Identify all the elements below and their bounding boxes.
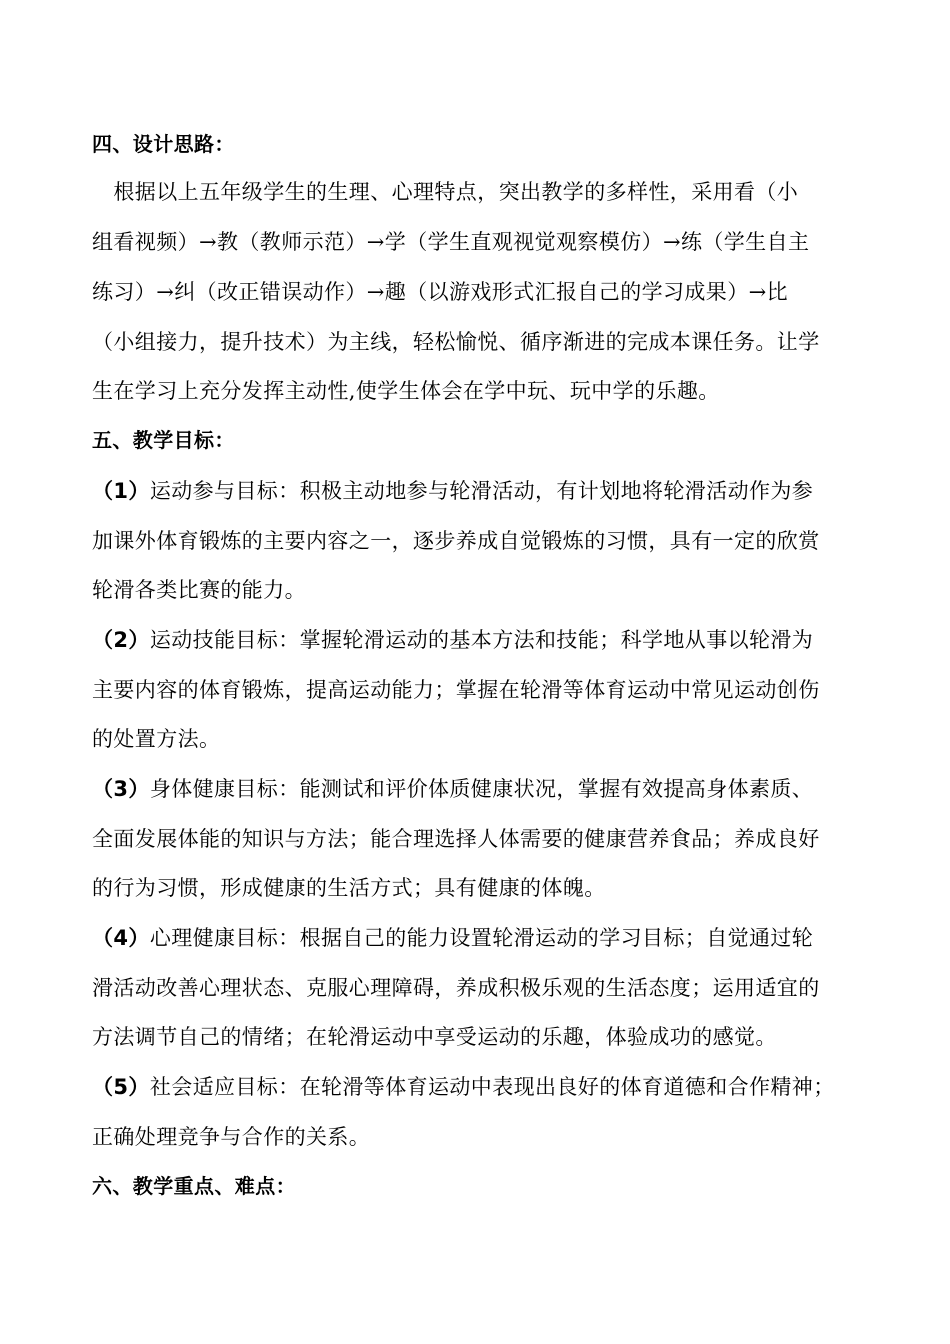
goal-text: 社会适应目标：在轮滑等体育运动中表现出良好的体育道德和合作精神； [149,1075,835,1099]
goal-line: 全面发展体能的知识与方法；能合理选择人体需要的健康营养食品；养成良好 [92,827,820,851]
paragraph-line: 练习）→纠（改正错误动作）→趣（以游戏形式汇报自己的学习成果）→比 [92,280,788,304]
goal-item-5 [92,1073,892,1101]
goal-number: （4） [92,926,150,950]
goal-line: 轮滑各类比赛的能力。 [92,578,306,602]
section-heading-design: 四、设计思路： [92,132,235,156]
paragraph-line: （小组接力，提升技术）为主线，轻松愉悦、循序渐进的完成本课任务。让学 [92,330,820,354]
paragraph-line: 组看视频）→教（教师示范）→学（学生直观视觉观察模仿）→练（学生自主 [92,230,810,254]
goal-number: （3） [92,777,150,801]
paragraph-line: 根据以上五年级学生的生理、心理特点，突出教学的多样性，采用看（小 [92,180,799,204]
goal-line: 方法调节自己的情绪；在轮滑运动中享受运动的乐趣，体验成功的感觉。 [92,1025,777,1049]
section-heading-goals: 五、教学目标： [92,428,235,452]
goal-text: 身体健康目标：能测试和评价体质健康状况，掌握有效提高身体素质、 [149,777,814,801]
goal-item-3 [92,775,892,803]
goal-line: 主要内容的体育锻炼，提高运动能力；掌握在轮滑等体育运动中常见运动创伤 [92,678,820,702]
goal-line: 滑活动改善心理状态、克服心理障碍，养成积极乐观的生活态度；运用适宜的 [92,976,820,1000]
goal-item-1 [92,477,892,505]
goal-number: （2） [92,628,150,652]
goal-text: 运动技能目标：掌握轮滑运动的基本方法和技能；科学地从事以轮滑为 [149,628,814,652]
goal-line: 的行为习惯，形成健康的生活方式；具有健康的体魄。 [92,876,606,900]
section-heading-key-points: 六、教学重点、难点： [92,1174,296,1198]
goal-text: 心理健康目标：根据自己的能力设置轮滑运动的学习目标；自觉通过轮 [149,926,814,950]
paragraph-line: 生在学习上充分发挥主动性,使学生体会在学中玩、玩中学的乐趣。 [92,379,720,403]
goal-text: 运动参与目标：积极主动地参与轮滑活动，有计划地将轮滑活动作为参 [149,479,814,503]
goal-number: （5） [92,1075,150,1099]
goal-line: 的处置方法。 [92,727,221,751]
goal-number: （1） [92,479,150,503]
goal-line: 加课外体育锻炼的主要内容之一，逐步养成自觉锻炼的习惯，具有一定的欣赏 [92,529,820,553]
goal-item-4 [92,924,892,952]
goal-line: 正确处理竞争与合作的关系。 [92,1125,371,1149]
goal-item-2 [92,626,892,654]
